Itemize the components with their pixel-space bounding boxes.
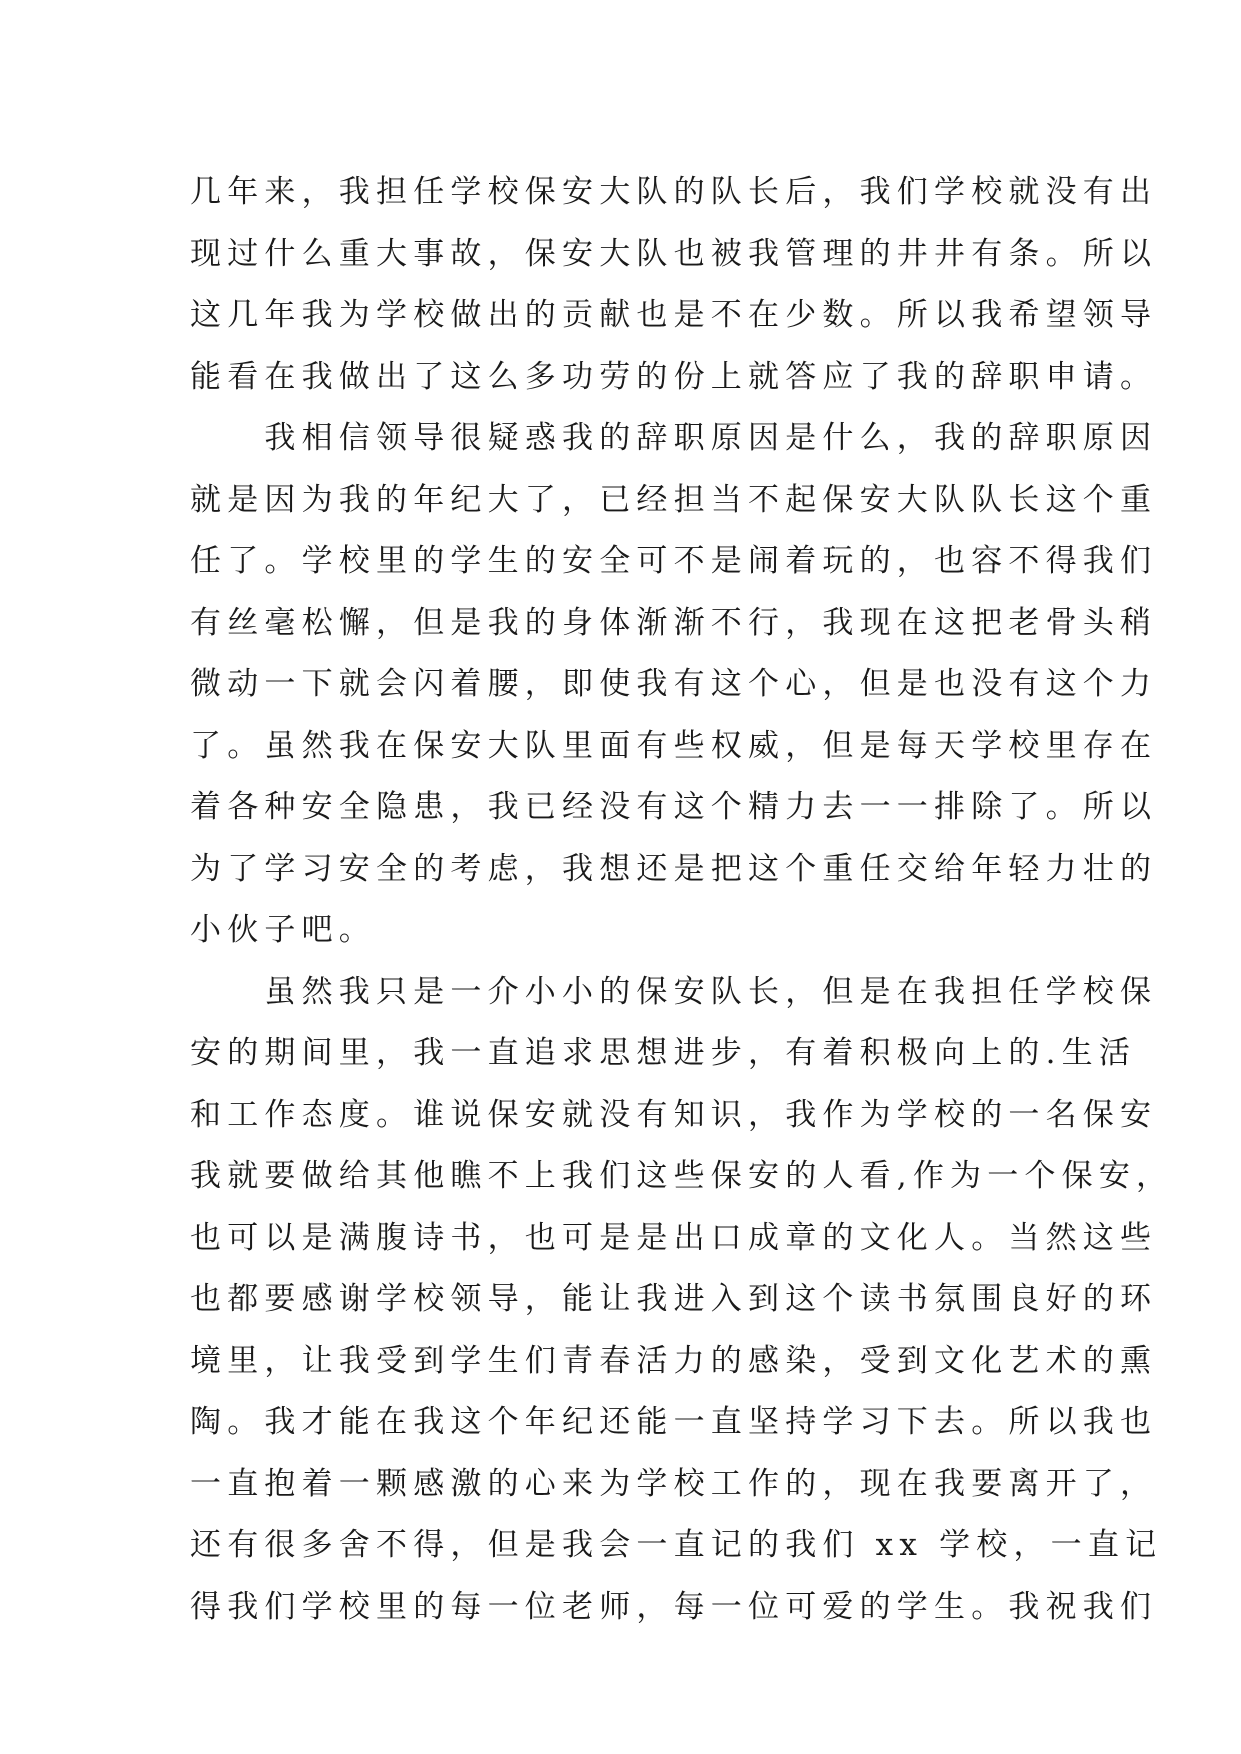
text-line: 我就要做给其他瞧不上我们这些保安的人看,作为一个保安， <box>190 1158 1174 1194</box>
text-line: 得我们学校里的每一位老师，每一位可爱的学生。我祝我们 <box>190 1588 1158 1625</box>
text-line: 和工作态度。谁说保安就没有知识，我作为学校的一名保安 <box>190 1096 1158 1133</box>
text-line: 安的期间里，我一直追求思想进步，有着积极向上的.生活 <box>190 1035 1137 1071</box>
text-line: 境里，让我受到学生们青春活力的感染，受到文化艺术的熏 <box>190 1342 1158 1379</box>
text-line: 为了学习安全的考虑，我想还是把这个重任交给年轻力壮的 <box>190 850 1158 887</box>
body-text <box>190 162 1174 1638</box>
text-line: 有丝毫松懈，但是我的身体渐渐不行，我现在这把老骨头稍 <box>190 604 1158 641</box>
text-line: 还有很多舍不得，但是我会一直记的我们 xx 学校，一直记 <box>190 1527 1163 1563</box>
text-line: 几年来，我担任学校保安大队的队长后，我们学校就没有出 <box>190 174 1158 210</box>
text-line: 虽然我只是一介小小的保安队长，但是在我担任学校保 <box>190 973 1158 1010</box>
text-line: 我相信领导很疑惑我的辞职原因是什么，我的辞职原因 <box>190 420 1158 456</box>
text-line: 一直抱着一颗感激的心来为学校工作的，现在我要离开了， <box>190 1465 1158 1502</box>
text-line: 了。虽然我在保安大队里面有些权威，但是每天学校里存在 <box>190 727 1158 764</box>
text-line: 微动一下就会闪着腰，即使我有这个心，但是也没有这个力 <box>190 666 1158 702</box>
text-line: 也可以是满腹诗书，也可是是出口成章的文化人。当然这些 <box>190 1219 1158 1256</box>
text-line: 就是因为我的年纪大了，已经担当不起保安大队队长这个重 <box>190 481 1158 518</box>
text-line: 陶。我才能在我这个年纪还能一直坚持学习下去。所以我也 <box>190 1404 1158 1440</box>
text-line: 现过什么重大事故，保安大队也被我管理的井井有条。所以 <box>190 235 1158 272</box>
text-line: 小伙子吧。 <box>190 912 376 948</box>
text-line: 着各种安全隐患，我已经没有这个精力去一一排除了。所以 <box>190 789 1158 825</box>
text-line: 任了。学校里的学生的安全可不是闹着玩的，也容不得我们 <box>190 543 1158 579</box>
text-line: 能看在我做出了这么多功劳的份上就答应了我的辞职申请。 <box>190 358 1158 395</box>
text-line: 也都要感谢学校领导，能让我进入到这个读书氛围良好的环 <box>190 1281 1158 1317</box>
text-line: 这几年我为学校做出的贡献也是不在少数。所以我希望领导 <box>190 297 1158 333</box>
